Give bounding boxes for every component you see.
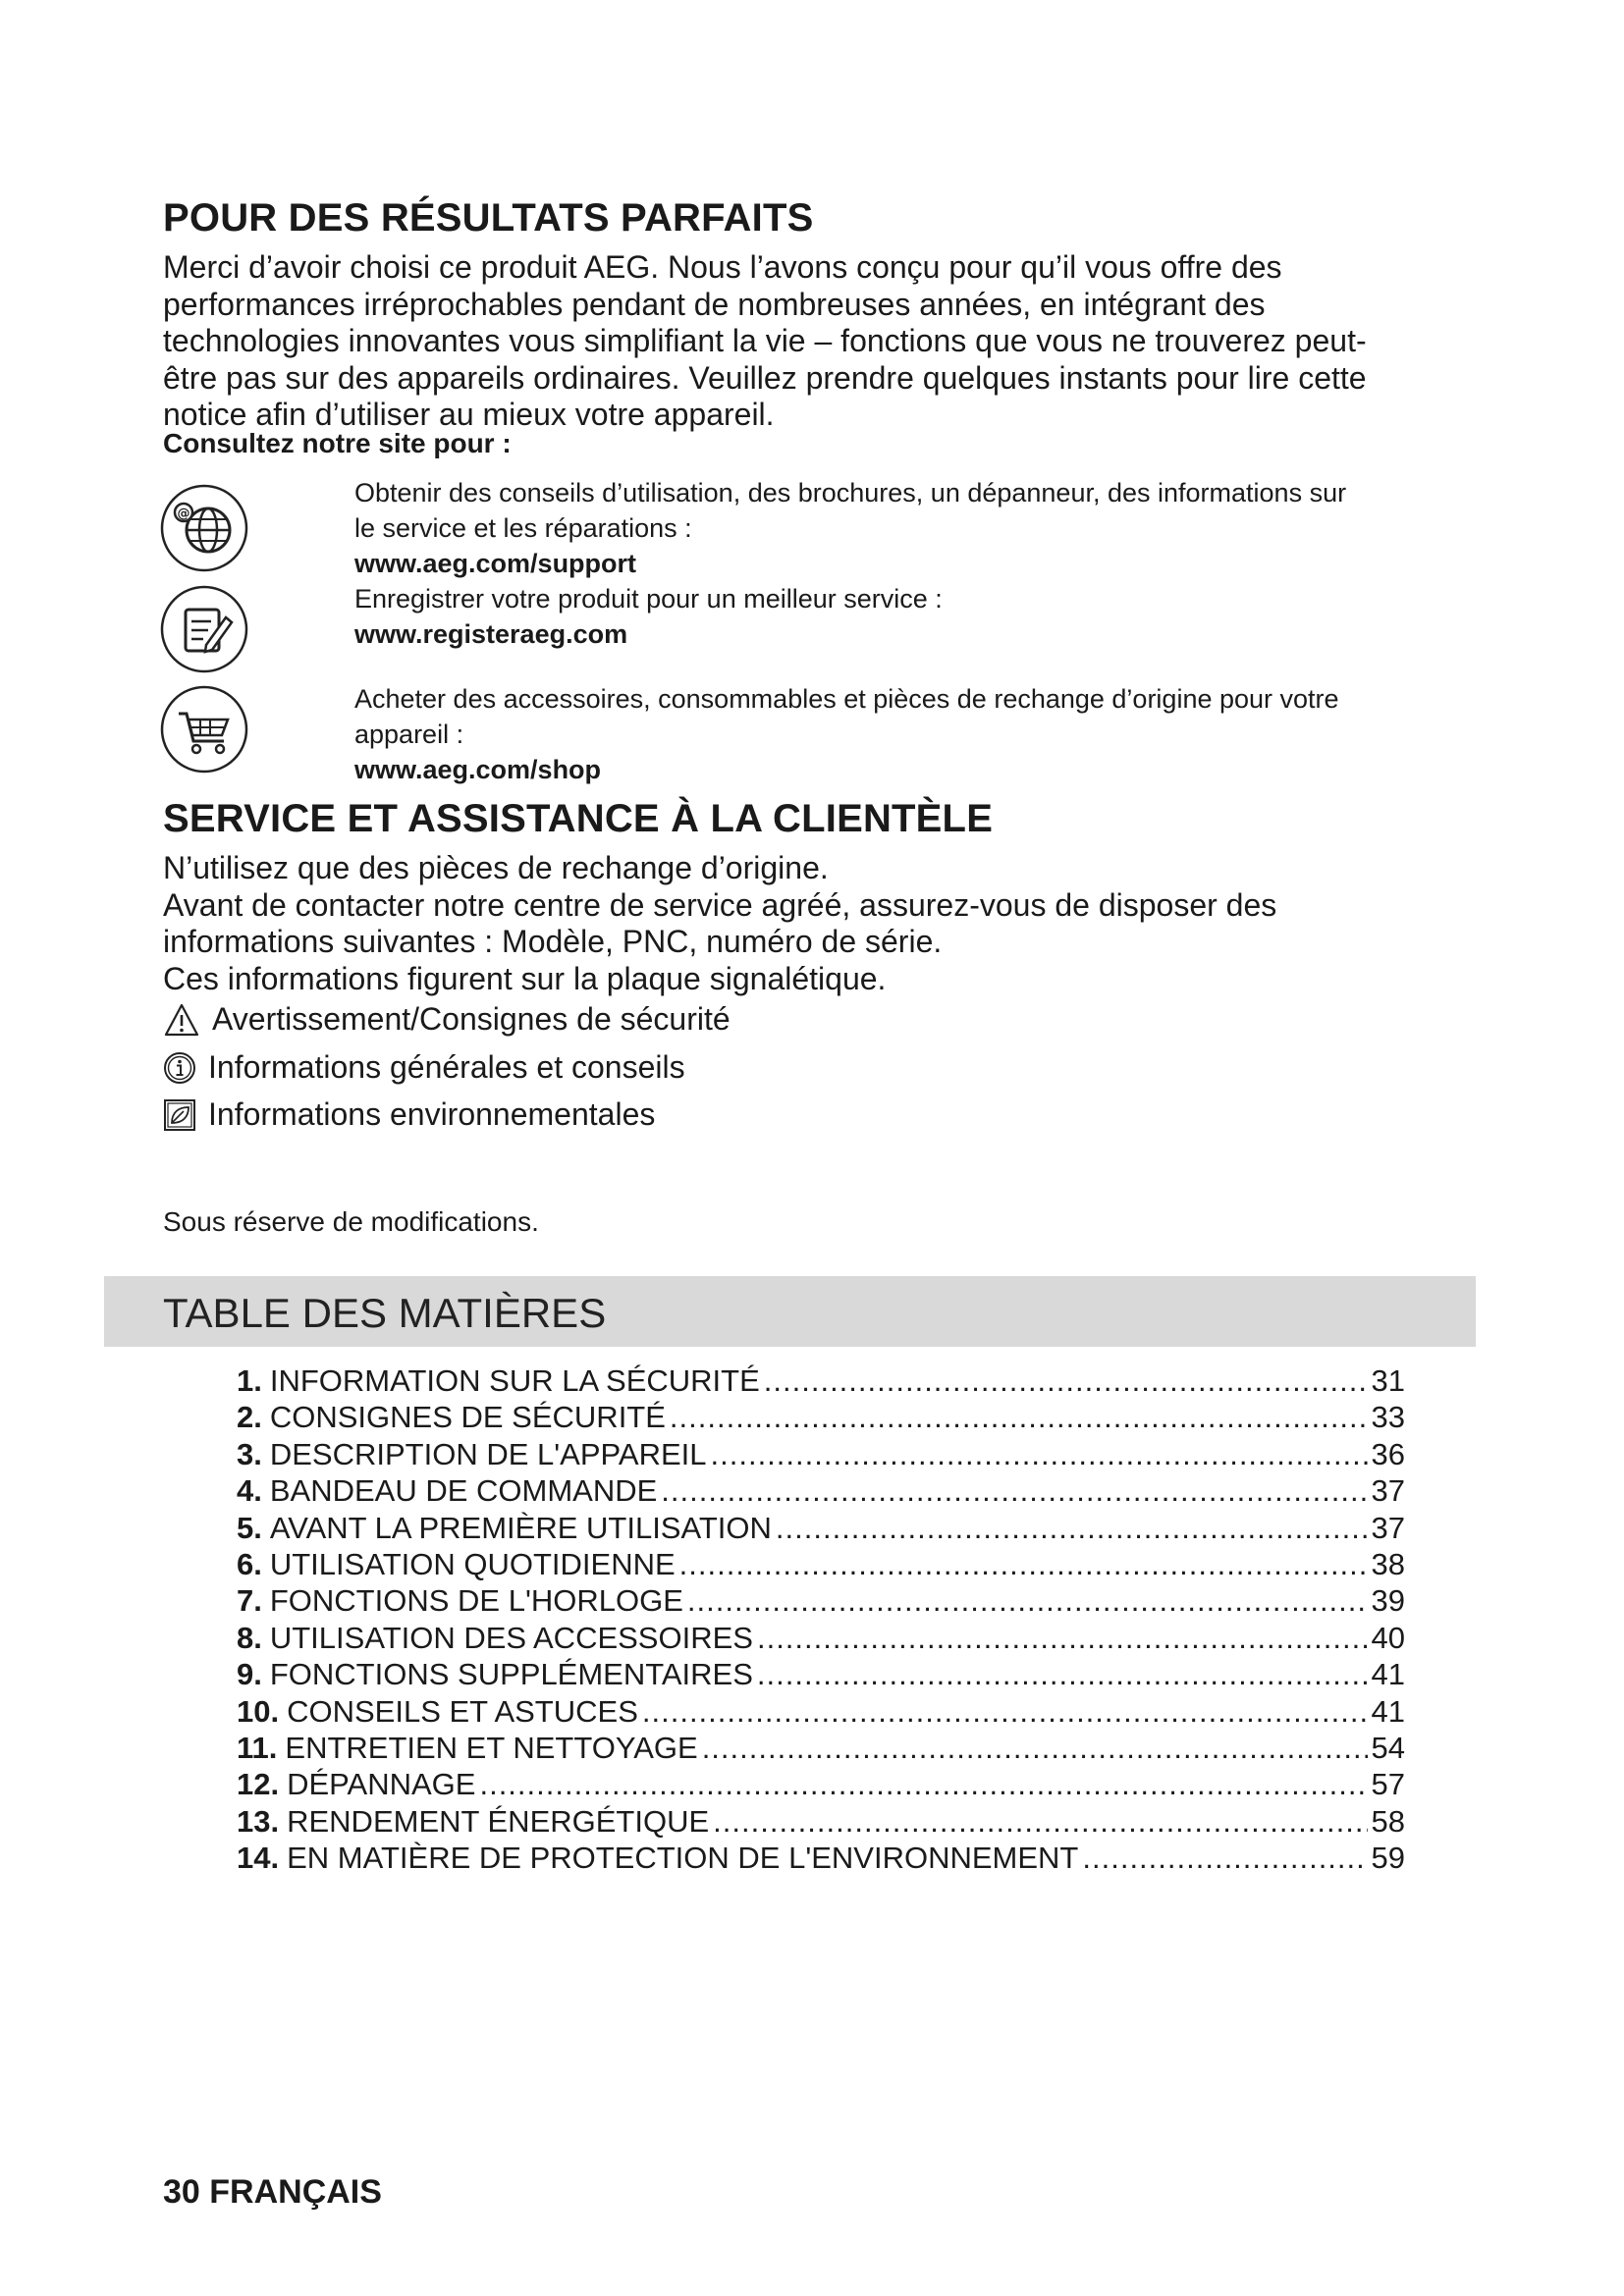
toc-entry-title: UTILISATION QUOTIDIENNE — [269, 1546, 676, 1581]
toc-entry-page: 54 — [1371, 1730, 1405, 1765]
environment-icon — [163, 1098, 196, 1132]
toc-entry-title: FONCTIONS SUPPLÉMENTAIRES — [269, 1657, 753, 1692]
environment-legend — [163, 1096, 655, 1133]
register-link[interactable]: www.registeraeg.com — [354, 619, 628, 649]
toc-entry-number: 5. — [237, 1510, 262, 1545]
toc-leader-dots — [711, 1437, 1368, 1472]
toc-header — [104, 1276, 1476, 1347]
register-icon — [159, 584, 249, 674]
service-register — [354, 581, 1493, 652]
toc-leader-dots — [1082, 1841, 1367, 1876]
support-paragraph — [163, 850, 1469, 997]
toc-entry-page: 31 — [1371, 1363, 1405, 1398]
toc-entry-page: 37 — [1371, 1510, 1405, 1545]
toc-entry-number: 11. — [237, 1730, 278, 1765]
service-shop — [354, 681, 1493, 787]
toc-entry-number: 1. — [237, 1363, 262, 1398]
toc-leader-dots — [702, 1731, 1368, 1766]
toc-entry-number: 8. — [237, 1620, 262, 1655]
toc-entry-page: 40 — [1371, 1620, 1405, 1655]
toc-entry-title: CONSIGNES DE SÉCURITÉ — [269, 1400, 666, 1435]
support-line: N’utilisez que des pièces de rechange d’origine. — [163, 850, 829, 885]
toc-entry-page: 33 — [1371, 1400, 1405, 1435]
toc-entry-title: FONCTIONS DE L'HORLOGE — [269, 1583, 683, 1619]
toc-leader-dots — [776, 1511, 1368, 1546]
toc-entry-page: 41 — [1371, 1657, 1405, 1692]
toc-entry-number: 6. — [237, 1546, 262, 1581]
toc-entry[interactable] — [237, 1767, 1405, 1803]
toc-leader-dots — [679, 1547, 1368, 1582]
toc-entry-number: 9. — [237, 1657, 262, 1692]
service-text: Obtenir des conseils d’utilisation, des brochures, un dépanneur, des informations sur — [354, 478, 1347, 507]
toc-entry-title: AVANT LA PREMIÈRE UTILISATION — [269, 1510, 772, 1545]
intro-line: être pas sur des appareils ordinaires. Veuillez prendre quelques instants pour lire cette — [163, 359, 1367, 396]
toc-entry-title: RENDEMENT ÉNERGÉTIQUE — [287, 1803, 710, 1839]
toc-list — [237, 1363, 1405, 1877]
toc-entry[interactable] — [237, 1400, 1405, 1436]
support-line: informations suivantes : Modèle, PNC, numéro de série. — [163, 924, 943, 959]
toc-entry[interactable] — [237, 1511, 1405, 1547]
toc-entry-page: 38 — [1371, 1546, 1405, 1581]
toc-entry[interactable] — [237, 1621, 1405, 1657]
info-label: Informations générales et conseils — [208, 1049, 685, 1085]
toc-entry-number: 3. — [237, 1436, 262, 1471]
toc-leader-dots — [687, 1583, 1368, 1619]
intro-line: technologies innovantes vous simplifiant la vie – fonctions que vous ne trouverez peut- — [163, 323, 1367, 358]
toc-entry[interactable] — [237, 1437, 1405, 1473]
info-legend — [163, 1049, 685, 1086]
toc-entry-page: 37 — [1371, 1473, 1405, 1509]
toc-entry[interactable] — [237, 1657, 1405, 1693]
consult-label: Consultez notre site pour : — [163, 428, 512, 458]
toc-entry[interactable] — [237, 1731, 1405, 1767]
toc-entry-page: 36 — [1371, 1436, 1405, 1471]
toc-entry-title: EN MATIÈRE DE PROTECTION DE L'ENVIRONNEMENT — [287, 1841, 1079, 1876]
toc-entry-page: 39 — [1371, 1583, 1405, 1619]
toc-entry[interactable] — [237, 1363, 1405, 1400]
intro-paragraph — [163, 249, 1469, 434]
support-line: Ces informations figurent sur la plaque signalétique. — [163, 960, 887, 996]
toc-entry-title: UTILISATION DES ACCESSOIRES — [269, 1620, 753, 1655]
support-line: Avant de contacter notre centre de service agréé, assurez-vous de disposer des — [163, 886, 1277, 923]
toc-title: TABLE DES MATIÈRES — [163, 1290, 607, 1336]
modification-note: Sous réserve de modifications. — [163, 1206, 539, 1237]
service-text: Acheter des accessoires, consommables et pièces de rechange d’origine pour votre — [354, 684, 1339, 714]
toc-entry-number: 10. — [237, 1693, 280, 1729]
toc-leader-dots — [479, 1767, 1367, 1802]
shop-link[interactable]: www.aeg.com/shop — [354, 755, 602, 784]
toc-entry-title: INFORMATION SUR LA SÉCURITÉ — [269, 1363, 760, 1398]
globe-icon — [159, 483, 249, 573]
toc-entry-number: 7. — [237, 1583, 262, 1619]
support-link[interactable]: www.aeg.com/support — [354, 549, 637, 578]
support-heading: SERVICE ET ASSISTANCE À LA CLIENTÈLE — [163, 797, 994, 840]
info-icon — [163, 1051, 196, 1085]
toc-entry[interactable] — [237, 1694, 1405, 1731]
toc-entry-page: 57 — [1371, 1767, 1405, 1802]
service-text: appareil : — [354, 720, 464, 749]
toc-entry-number: 13. — [237, 1803, 280, 1839]
toc-entry-title: DÉPANNAGE — [287, 1767, 476, 1802]
toc-entry-title: CONSEILS ET ASTUCES — [287, 1693, 638, 1729]
environment-label: Informations environnementales — [208, 1096, 656, 1132]
intro-line: performances irréprochables pendant de nombreuses années, en intégrant des — [163, 286, 1266, 322]
toc-entry-page: 58 — [1371, 1803, 1405, 1839]
warning-legend — [163, 1001, 731, 1038]
toc-leader-dots — [757, 1621, 1368, 1656]
cart-icon — [159, 684, 249, 774]
toc-entry-title: ENTRETIEN ET NETTOYAGE — [285, 1730, 698, 1765]
toc-leader-dots — [764, 1363, 1368, 1399]
toc-leader-dots — [713, 1804, 1367, 1840]
toc-leader-dots — [661, 1473, 1367, 1509]
toc-leader-dots — [670, 1400, 1368, 1435]
toc-entry-number: 14. — [237, 1841, 280, 1876]
toc-entry[interactable] — [237, 1841, 1405, 1877]
service-text: Enregistrer votre produit pour un meilleur service : — [354, 584, 943, 614]
toc-entry[interactable] — [237, 1547, 1405, 1583]
intro-line: notice afin d’utiliser au mieux votre appareil. — [163, 397, 775, 432]
svg-text:@: @ — [177, 507, 190, 521]
warning-label: Avertissement/Consignes de sécurité — [212, 1001, 731, 1037]
toc-entry[interactable] — [237, 1804, 1405, 1841]
toc-entry-title: DESCRIPTION DE L'APPAREIL — [269, 1436, 707, 1471]
service-support — [354, 475, 1493, 581]
toc-entry-number: 4. — [237, 1473, 262, 1509]
toc-entry-page: 59 — [1371, 1841, 1405, 1876]
toc-entry-number: 2. — [237, 1400, 262, 1435]
toc-leader-dots — [757, 1657, 1368, 1692]
warning-icon — [163, 1002, 200, 1038]
toc-entry-page: 41 — [1371, 1693, 1405, 1729]
intro-line: Merci d’avoir choisi ce produit AEG. Nous l’avons conçu pour qu’il vous offre des — [163, 249, 1282, 285]
toc-entry[interactable] — [237, 1473, 1405, 1510]
service-text: le service et les réparations : — [354, 513, 692, 543]
intro-heading: POUR DES RÉSULTATS PARFAITS — [163, 196, 814, 240]
toc-leader-dots — [642, 1694, 1368, 1730]
toc-entry[interactable] — [237, 1583, 1405, 1620]
page-footer: 30 FRANÇAIS — [163, 2173, 382, 2211]
toc-entry-title: BANDEAU DE COMMANDE — [269, 1473, 658, 1509]
toc-entry-number: 12. — [237, 1767, 280, 1802]
